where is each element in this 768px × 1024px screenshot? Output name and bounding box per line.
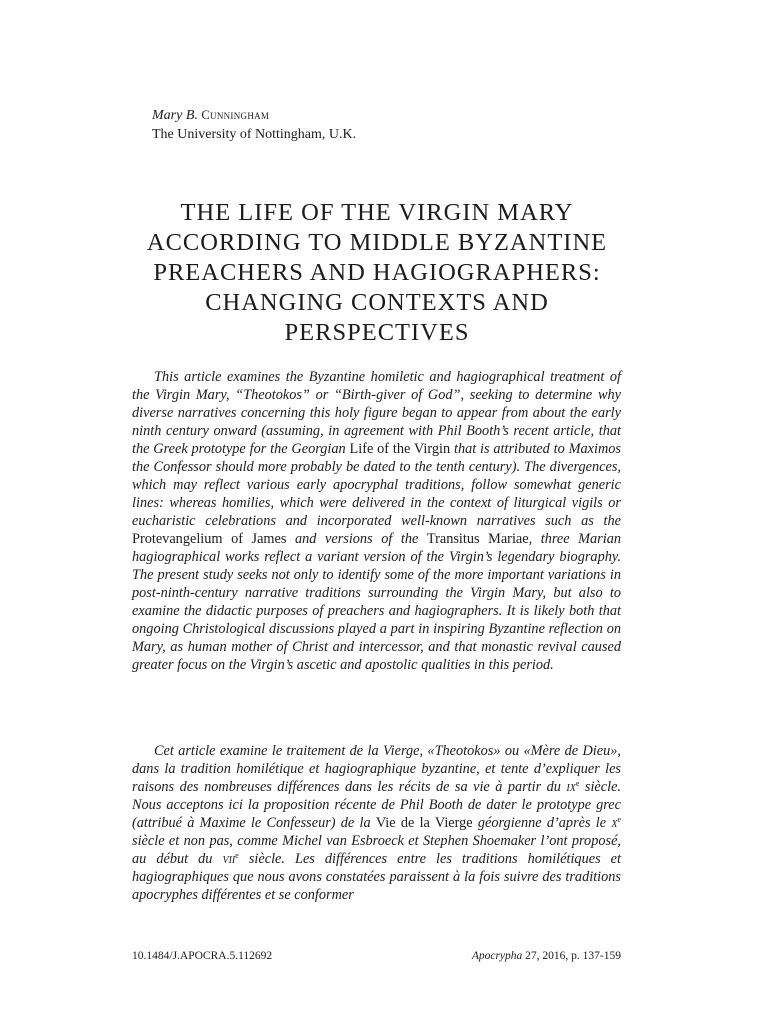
volume-pages: 27, 2016, p. 137-159 bbox=[522, 950, 621, 962]
work-title-protevangelium: Protevangelium of James bbox=[132, 531, 287, 547]
abstract-fr-text-5: siècle. Les différences entre les traditions homilétiques et hagiographiques que nous avons constatées paraissent à la fois suivre des traditions apocryphes différentes et se conformer bbox=[132, 851, 621, 903]
century-ix: ix bbox=[566, 779, 576, 795]
abstract-fr-text-4: siècle et non pas, comme Michel van Esbroeck et Stephen Shoemaker l’ont proposé, au début du bbox=[132, 833, 621, 867]
century-x: x bbox=[611, 815, 618, 831]
abstract-en-text-1: This article examines the Byzantine homiletic and hagiographical treatment of the Virgin Mary, “Theotokos” or “Birth-giver of God”, seeking to determine why diverse narratives concerning this holy figure began to appear from about the early ninth century onward (assuming, in agreement with Phil Booth’s recent article, that the Greek prototype for the Georgian bbox=[132, 369, 621, 457]
superscript-e: e bbox=[235, 851, 239, 860]
page-footer bbox=[132, 950, 621, 962]
journal-name: Apocrypha bbox=[471, 950, 523, 962]
abstract-en-text-2: that is attributed to Maximos the Confessor should more probably be dated to the tenth century). The divergences, which may reflect various early apocryphal traditions, follow somewhat generic lines: whereas homilies, which were delivered in the context of liturgical vigils or eucharistic celebrations and incorporated well-known narratives such as the bbox=[132, 441, 621, 529]
abstract-fr-text-3: géorgienne d’après le bbox=[472, 815, 612, 831]
author-first-name: Mary B. bbox=[152, 108, 202, 123]
abstract-en-text-4: , three Marian hagiographical works reflect a variant version of the Virgin’s legendary biography. The present study seeks not only to identify some of the more important variations in post-ninth-century narrative traditions surrounding the Virgin Mary, but also to examine the didactic purposes of preachers and hagiographers. It is likely both that ongoing Christological discussions played a part in inspiring Byzantine reflection on Mary, as human mother of Christ and intercessor, and that monastic revival caused greater focus on the Virgin’s ascetic and apostolic qualities in this period. bbox=[132, 531, 622, 673]
century-vii: vii bbox=[222, 851, 236, 867]
work-title-vie-de-la-vierge: Vie de la Vierge bbox=[375, 815, 473, 831]
author-affiliation: The University of Nottingham, U.K. bbox=[152, 127, 357, 142]
abstract-fr-text-2: siècle. Nous acceptons ici la proposition récente de Phil Booth de dater le prototype grec (attribué à Maxime le Confesseur) de la bbox=[132, 779, 621, 831]
doi: 10.1484/J.APOCRA.5.112692 bbox=[132, 950, 273, 962]
abstract-en-text-3: and versions of the bbox=[286, 531, 427, 547]
journal-citation bbox=[472, 950, 621, 962]
work-title-transitus-mariae: Transitus Mariae bbox=[426, 531, 529, 547]
author-name bbox=[152, 106, 356, 125]
work-title-life-of-the-virgin: Life of the Virgin bbox=[349, 441, 451, 457]
abstract-french bbox=[132, 742, 621, 904]
abstract-english bbox=[132, 368, 621, 674]
author-surname: Cunningham bbox=[201, 108, 270, 122]
article-title: THE LIFE OF THE VIRGIN MARY ACCORDING TO MIDDLE BYZANTINE PREACHERS AND HAGIOGRAPHERS: CHANGING CONTEXTS AND PERSPECTIVES bbox=[146, 199, 608, 346]
abstract-fr-text-1: Cet article examine le traitement de la Vierge, «Theotokos» ou «Mère de Dieu», dans la tradition homilétique et hagiographique byzantine, et tente d’expliquer les raisons des nombreuses différences dans les récits de sa vie à partir du bbox=[132, 743, 621, 795]
superscript-e: e bbox=[575, 779, 580, 788]
author-block bbox=[152, 106, 356, 144]
superscript-e: e bbox=[617, 815, 621, 824]
